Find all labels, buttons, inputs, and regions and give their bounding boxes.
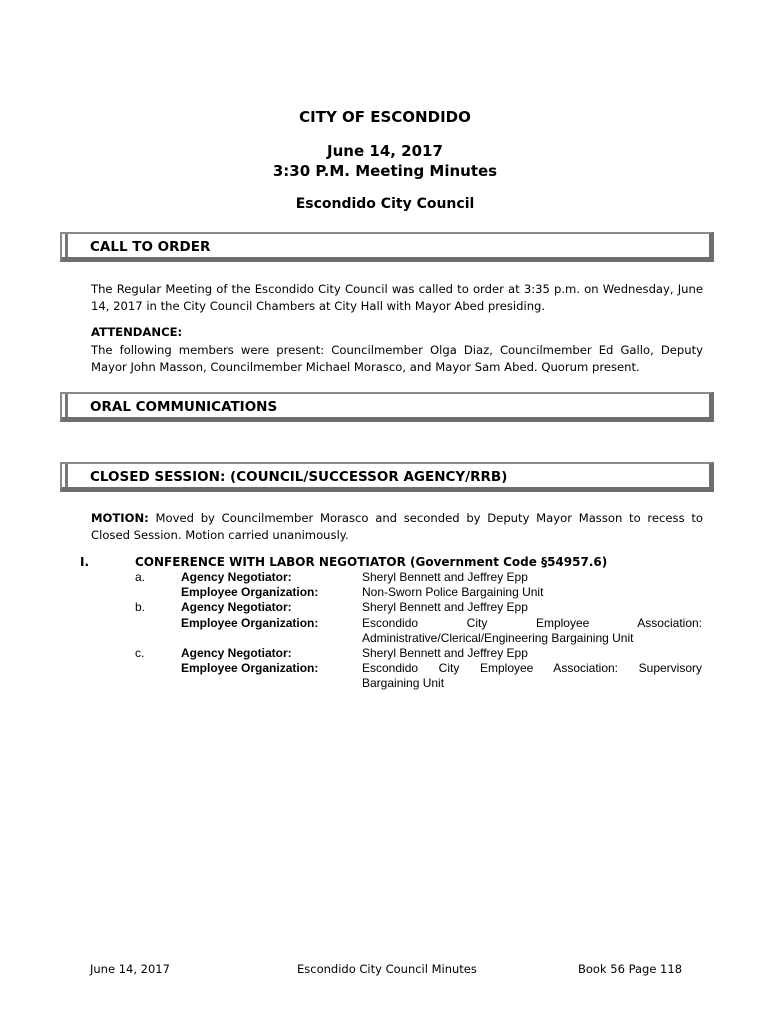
entry-letter: a. xyxy=(135,570,146,584)
employee-organization-value-continued: Bargaining Unit xyxy=(362,676,445,690)
item-title: CONFERENCE WITH LABOR NEGOTIATOR (Government Code §54957.6) xyxy=(135,555,608,569)
motion-label: MOTION: xyxy=(91,511,149,525)
motion-text: Moved by Councilmember Morasco and seconded by Deputy Mayor Masson to recess to Closed Session. Motion carried unanimously. xyxy=(91,511,703,542)
agency-negotiator-label: Agency Negotiator: xyxy=(181,570,292,584)
employee-organization-label: Employee Organization: xyxy=(181,616,319,630)
motion-paragraph xyxy=(91,510,703,544)
city-heading: CITY OF ESCONDIDO xyxy=(299,108,471,126)
item-numeral: I. xyxy=(80,555,90,569)
council-name: Escondido City Council xyxy=(295,196,475,212)
closed-session-title: CLOSED SESSION: (COUNCIL/SUCCESSOR AGENCY/RRB) xyxy=(90,469,508,485)
attendance-text: The following members were present: Councilmember Olga Diaz, Councilmember Ed Gallo, Deputy Mayor John Masson, Councilmember Michael Morasco, and Mayor Sam Abed. Quorum present. xyxy=(91,343,703,374)
call-to-order-title: CALL TO ORDER xyxy=(90,239,211,255)
agency-negotiator-value: Sheryl Bennett and Jeffrey Epp xyxy=(362,646,528,660)
agency-negotiator-value: Sheryl Bennett and Jeffrey Epp xyxy=(362,600,528,614)
call-to-order-bar xyxy=(60,232,714,262)
footer-page-number: Book 56 Page 118 xyxy=(578,962,683,976)
employee-organization-value: Non-Sworn Police Bargaining Unit xyxy=(362,585,544,599)
closed-session-bar xyxy=(60,462,714,492)
employee-organization-value: Escondido City Employee Association: Supervisory xyxy=(362,661,702,675)
employee-organization-value: Escondido City Employee Association: xyxy=(362,616,702,630)
oral-communications-title: ORAL COMMUNICATIONS xyxy=(90,399,278,415)
footer-date: June 14, 2017 xyxy=(90,962,170,976)
agency-negotiator-label: Agency Negotiator: xyxy=(181,646,292,660)
entry-letter: c. xyxy=(135,646,145,660)
entry-letter: b. xyxy=(135,600,146,614)
agency-negotiator-value: Sheryl Bennett and Jeffrey Epp xyxy=(362,570,528,584)
call-to-order-text: The Regular Meeting of the Escondido City Council was called to order at 3:35 p.m. on Wednesday, June 14, 2017 in the City Council Chambers at City Hall with Mayor Abed presiding. xyxy=(91,282,703,313)
employee-organization-value-continued: Administrative/Clerical/Engineering Bargaining Unit xyxy=(362,631,634,645)
employee-organization-label: Employee Organization: xyxy=(181,585,319,599)
meeting-title: 3:30 P.M. Meeting Minutes xyxy=(272,162,498,180)
employee-organization-label: Employee Organization: xyxy=(181,661,319,675)
attendance-heading: ATTENDANCE: xyxy=(91,325,183,339)
oral-communications-bar xyxy=(60,392,714,422)
agency-negotiator-label: Agency Negotiator: xyxy=(181,600,292,614)
meeting-date: June 14, 2017 xyxy=(327,142,443,160)
footer-title: Escondido City Council Minutes xyxy=(297,962,477,976)
